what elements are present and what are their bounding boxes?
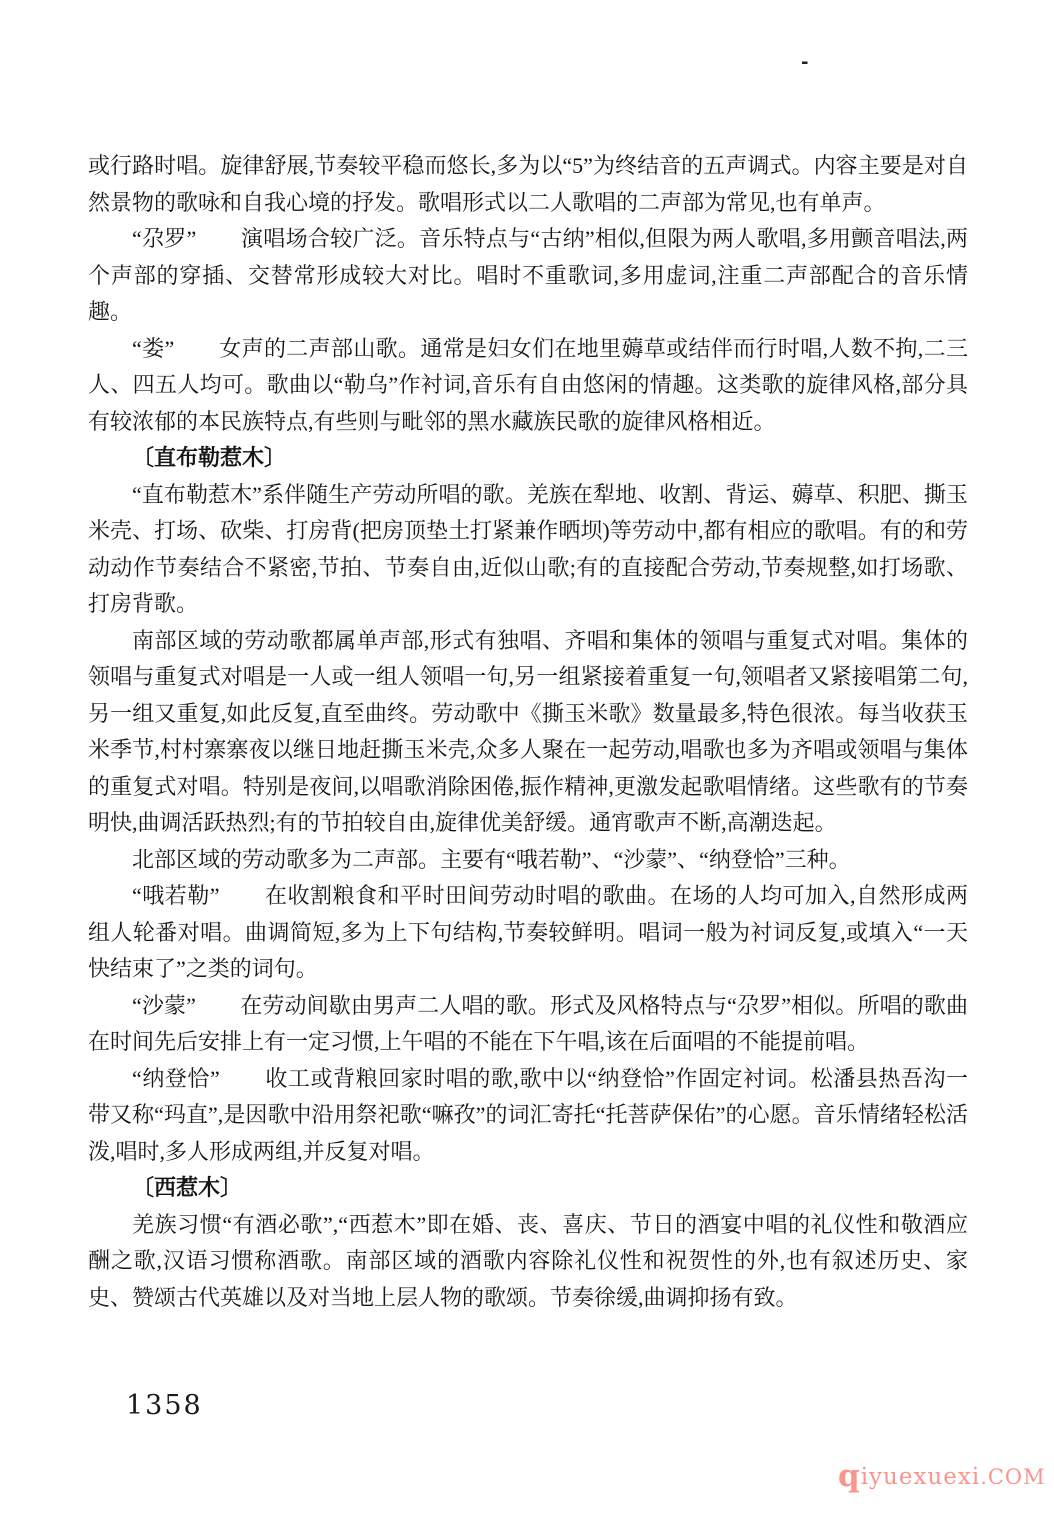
paragraph-southern-labor-songs: 南部区域的劳动歌都属单声部,形式有独唱、齐唱和集体的领唱与重复式对唱。集体的领唱与重复式对唱是一人或一组人领唱一句,另一组紧接着重复一句,领唱者又紧接唱第二句,另一组又重复,如此反复,直至曲终。劳动歌中《撕玉米歌》数量最多,特色很浓。每当收获玉米季节,村村寨寨夜以继日地赶撕玉米壳,众多人聚在一起劳动,唱歌也多为齐唱或领唱与集体的重复式对唱。特别是夜间,以唱歌消除困倦,振作精神,更激发起歌唱情绪。这些歌有的节奏明快,曲调活跃热烈;有的节拍较自由,旋律优美舒缓。通宵歌声不断,高潮迭起。 bbox=[88, 627, 968, 835]
watermark-body-text: iyuexuexi bbox=[860, 1464, 981, 1490]
page-body-text bbox=[88, 148, 968, 1316]
watermark-tld-text: .COM bbox=[980, 1465, 1046, 1489]
watermark-qiyuexuexi bbox=[838, 1458, 1046, 1494]
section-header-xiremu: 〔西惹木〕 bbox=[132, 1175, 243, 1200]
paragraph-galuo: “尕罗” 演唱场合较广泛。音乐特点与“古纳”相似,但限为两人歌唱,多用颤音唱法,两个声部的穿插、交替常形成较大对比。唱时不重歌词,多用虚词,注重二声部配合的音乐情趣。 bbox=[88, 226, 968, 324]
paragraph-eruole: “哦若勒” 在收割粮食和平时田间劳动时唱的歌曲。在场的人均可加入,自然形成两组人轮番对唱。曲调简短,多为上下句结构,节奏较鲜明。唱词一般为衬词反复,或填入“一天快结束了”之类的词句。 bbox=[88, 883, 968, 981]
paragraph-shameng: “沙蒙” 在劳动间歇由男声二人唱的歌。形式及风格特点与“尕罗”相似。所唱的歌曲在时间先后安排上有一定习惯,上午唱的不能在下午唱,该在后面唱的不能提前唱。 bbox=[88, 992, 968, 1054]
stray-scan-mark: - bbox=[801, 52, 809, 73]
page-number: 1358 bbox=[126, 1390, 203, 1421]
paragraph-northern-labor-songs: 北部区域的劳动歌多为二声部。主要有“哦若勒”、“沙蒙”、“纳登恰”三种。 bbox=[132, 846, 851, 872]
section-header-zhibuleremu: 〔直布勒惹木〕 bbox=[132, 445, 287, 470]
paragraph-zhibuleremu-intro: “直布勒惹木”系伴随生产劳动所唱的歌。羌族在犁地、收割、背运、薅草、积肥、撕玉米壳、打场、砍柴、打房背(把房顶垫土打紧兼作晒坝)等劳动中,都有相应的歌唱。有的和劳动动作节奏结合不紧密,节拍、节奏自由,近似山歌;有的直接配合劳动,节奏规整,如打场歌、打房背歌。 bbox=[88, 481, 968, 616]
paragraph-nadengqia: “纳登恰” 收工或背粮回家时唱的歌,歌中以“纳登恰”作固定衬词。松潘县热吾沟一带又称“玛直”,是因歌中沿用祭祀歌“嘛孜”的词汇寄托“托菩萨保佑”的心愿。音乐情绪轻松活泼,唱时,多人形成两组,并反复对唱。 bbox=[88, 1065, 968, 1164]
paragraph-lou: “娄” 女声的二声部山歌。通常是妇女们在地里薅草或结伴而行时唱,人数不拘,二三人、四五人均可。歌曲以“勒乌”作衬词,音乐有自由悠闲的情趣。这类歌的旋律风格,部分具有较浓郁的本民族特点,有些则与毗邻的黑水藏族民歌的旋律风格相近。 bbox=[88, 335, 968, 434]
watermark-lead-letter: q bbox=[838, 1458, 861, 1494]
paragraph-xiremu-intro: 羌族习惯“有酒必歌”,“西惹木”即在婚、丧、喜庆、节日的酒宴中唱的礼仪性和敬酒应酬之歌,汉语习惯称酒歌。南部区域的酒歌内容除礼仪性和祝贺性的外,也有叙述历史、家史、赞颂古代英雄以及对当地上层人物的歌颂。节奏徐缓,曲调抑扬有致。 bbox=[88, 1211, 968, 1310]
paragraph-continuation-shange: 或行路时唱。旋律舒展,节奏较平稳而悠长,多为以“5”为终结音的五声调式。内容主要是对自然景物的歌咏和自我心境的抒发。歌唱形式以二人歌唱的二声部为常见,也有单声。 bbox=[88, 153, 968, 215]
